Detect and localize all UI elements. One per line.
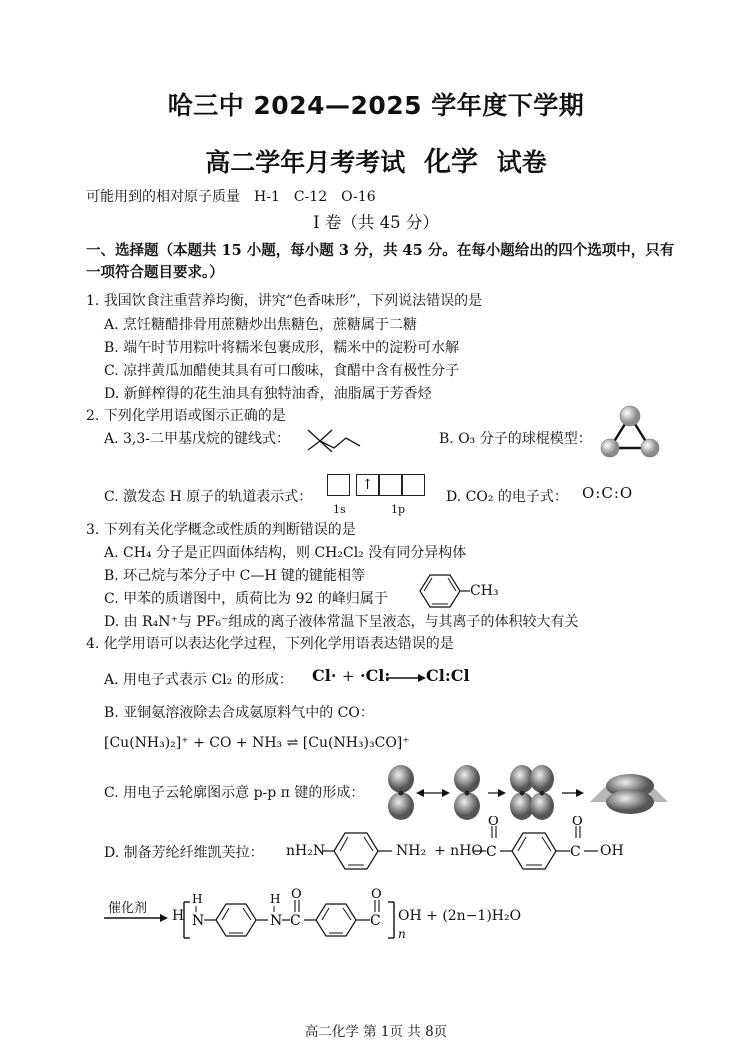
question-1-stem: 1. 我国饮食注重营养均衡，讲究“色香味形”，下列说法错误的是: [86, 293, 483, 309]
benzene-ring-icon: [410, 572, 470, 610]
methyl-group-label: CH₃: [470, 583, 499, 599]
amine-group: NH₂: [396, 843, 427, 859]
page-footer: 高二化学 第 1页 共 8页: [304, 1024, 448, 1040]
exam-title-line1: 哈三中 2024—2025 学年度下学期: [167, 91, 585, 120]
cu-ammine-equation: [Cu(NH₃)₂]⁺ + CO + NH₃ ⇌ [Cu(NH₃)₃CO]⁺: [104, 735, 410, 751]
right-arrow-icon: [384, 670, 428, 686]
question-4-stem: 4. 化学用语可以表达化学过程，下列化学用语表达错误的是: [86, 636, 454, 652]
benzene-ring-icon: [322, 828, 392, 874]
svg-text:C: C: [486, 844, 497, 860]
question-4-option-c: C. 用电子云轮廓图示意 p-p π 键的形成：: [104, 785, 365, 801]
question-3-option-a: A. CH₄ 分子是正四面体结构，则 CH₂Cl₂ 没有同分异构体: [104, 545, 467, 561]
question-2-option-c: C. 激发态 H 原子的轨道表示式：: [104, 489, 313, 505]
skeletal-formula-icon: [304, 426, 364, 452]
orbital-box-1p-3: [402, 474, 425, 496]
exam-title-prefix: 高二学年月考考试: [205, 148, 406, 177]
polymer-tail: OH + (2n−1)H₂O: [398, 908, 522, 924]
svg-text:O: O: [371, 887, 382, 902]
question-4-option-d: D. 制备芳纶纤维凯芙拉：: [104, 845, 264, 861]
ball-and-stick-model-icon: [596, 404, 666, 460]
question-1-option-d: D. 新鲜榨得的花生油具有独特油香，油脂属于芳香烃: [104, 386, 432, 402]
question-3-stem: 3. 下列有关化学概念或性质的判断错误的是: [86, 522, 356, 538]
svg-text:N: N: [270, 913, 283, 929]
diamine-left: nH₂N: [286, 843, 326, 859]
exam-subject: 化学: [424, 147, 478, 178]
svg-text:C: C: [290, 913, 301, 929]
atomic-mass-note: 可能用到的相对原子质量 H-1 C-12 O-16: [86, 189, 376, 205]
question-2-option-a: A. 3,3-二甲基戊烷的键线式：: [104, 431, 291, 447]
orbital-label-1p: 1p: [391, 503, 406, 516]
question-3-option-c: C. 甲苯的质谱图中，质荷比为 92 的峰归属于: [104, 591, 388, 607]
orbital-box-1p-2: [379, 474, 402, 496]
question-2-stem: 2. 下列化学用语或图示正确的是: [86, 408, 286, 424]
right-arrow-icon: [104, 912, 170, 924]
question-2-option-b: B. O₃ 分子的球棍模型：: [439, 431, 592, 447]
carboxyl-oh: OH: [600, 843, 624, 859]
orbital-box-1s: [327, 474, 350, 496]
svg-text:O: O: [572, 816, 583, 829]
co2-electron-formula: O:C:O: [582, 484, 634, 502]
plus-sign: +: [342, 667, 355, 685]
catalyst-label: 催化剂: [108, 901, 148, 916]
cl-atom-right: ·Cl:: [360, 666, 391, 685]
cl-atom-left: Cl·: [312, 666, 337, 685]
svg-text:N: N: [192, 913, 205, 929]
section-heading: 一、选择题（本题共 15 小题，每小题 3 分，共 45 分。在每小题给出的四个选项中，只有一项符合题目要求。）: [86, 242, 675, 281]
svg-text:C: C: [570, 844, 581, 860]
question-1-option-c: C. 凉拌黄瓜加醋使其具有可口酸味，食醋中含有极性分子: [104, 363, 460, 379]
orbital-box-1p-1: ↑: [356, 474, 379, 496]
diacid-left: + nHO: [434, 843, 483, 859]
exam-title-line2: [0, 140, 752, 179]
question-3-option-d: D. 由 R₄N⁺与 PF₆⁻组成的离子液体常温下呈液态，与其离子的体积较大有关: [104, 614, 579, 630]
svg-text:H: H: [192, 892, 203, 906]
svg-text:H: H: [270, 892, 281, 906]
svg-text:C: C: [370, 913, 381, 929]
svg-text:O: O: [291, 887, 302, 902]
question-4-option-a: A. 用电子式表示 Cl₂ 的形成：: [104, 672, 293, 688]
orbital-diagram: [327, 474, 425, 496]
polymer-subscript-n: n: [398, 927, 406, 941]
question-2-option-d: D. CO₂ 的电子式：: [446, 489, 568, 505]
polymer-end-h: H: [172, 908, 185, 924]
terephthalic-acid-structure-icon: [474, 816, 600, 874]
p-orbital-overlap-icon: [376, 764, 676, 822]
svg-text:O: O: [488, 816, 499, 829]
volume-heading: I 卷（共 45 分）: [313, 213, 439, 232]
question-1-option-b: B. 端午时节用粽叶将糯米包裹成形，糯米中的淀粉可水解: [104, 340, 460, 356]
question-1-option-a: A. 烹饪糖醋排骨用蔗糖炒出焦糖色，蔗糖属于二糖: [104, 317, 418, 333]
orbital-label-1s: 1s: [333, 503, 346, 516]
cl2-product: Cl:Cl: [426, 666, 470, 685]
question-4-option-b: B. 亚铜氨溶液除去合成氨原料气中的 CO：: [104, 705, 374, 721]
question-3-option-b: B. 环己烷与苯分子中 C—H 键的键能相等: [104, 568, 366, 584]
exam-title-suffix: 试卷: [496, 148, 547, 177]
